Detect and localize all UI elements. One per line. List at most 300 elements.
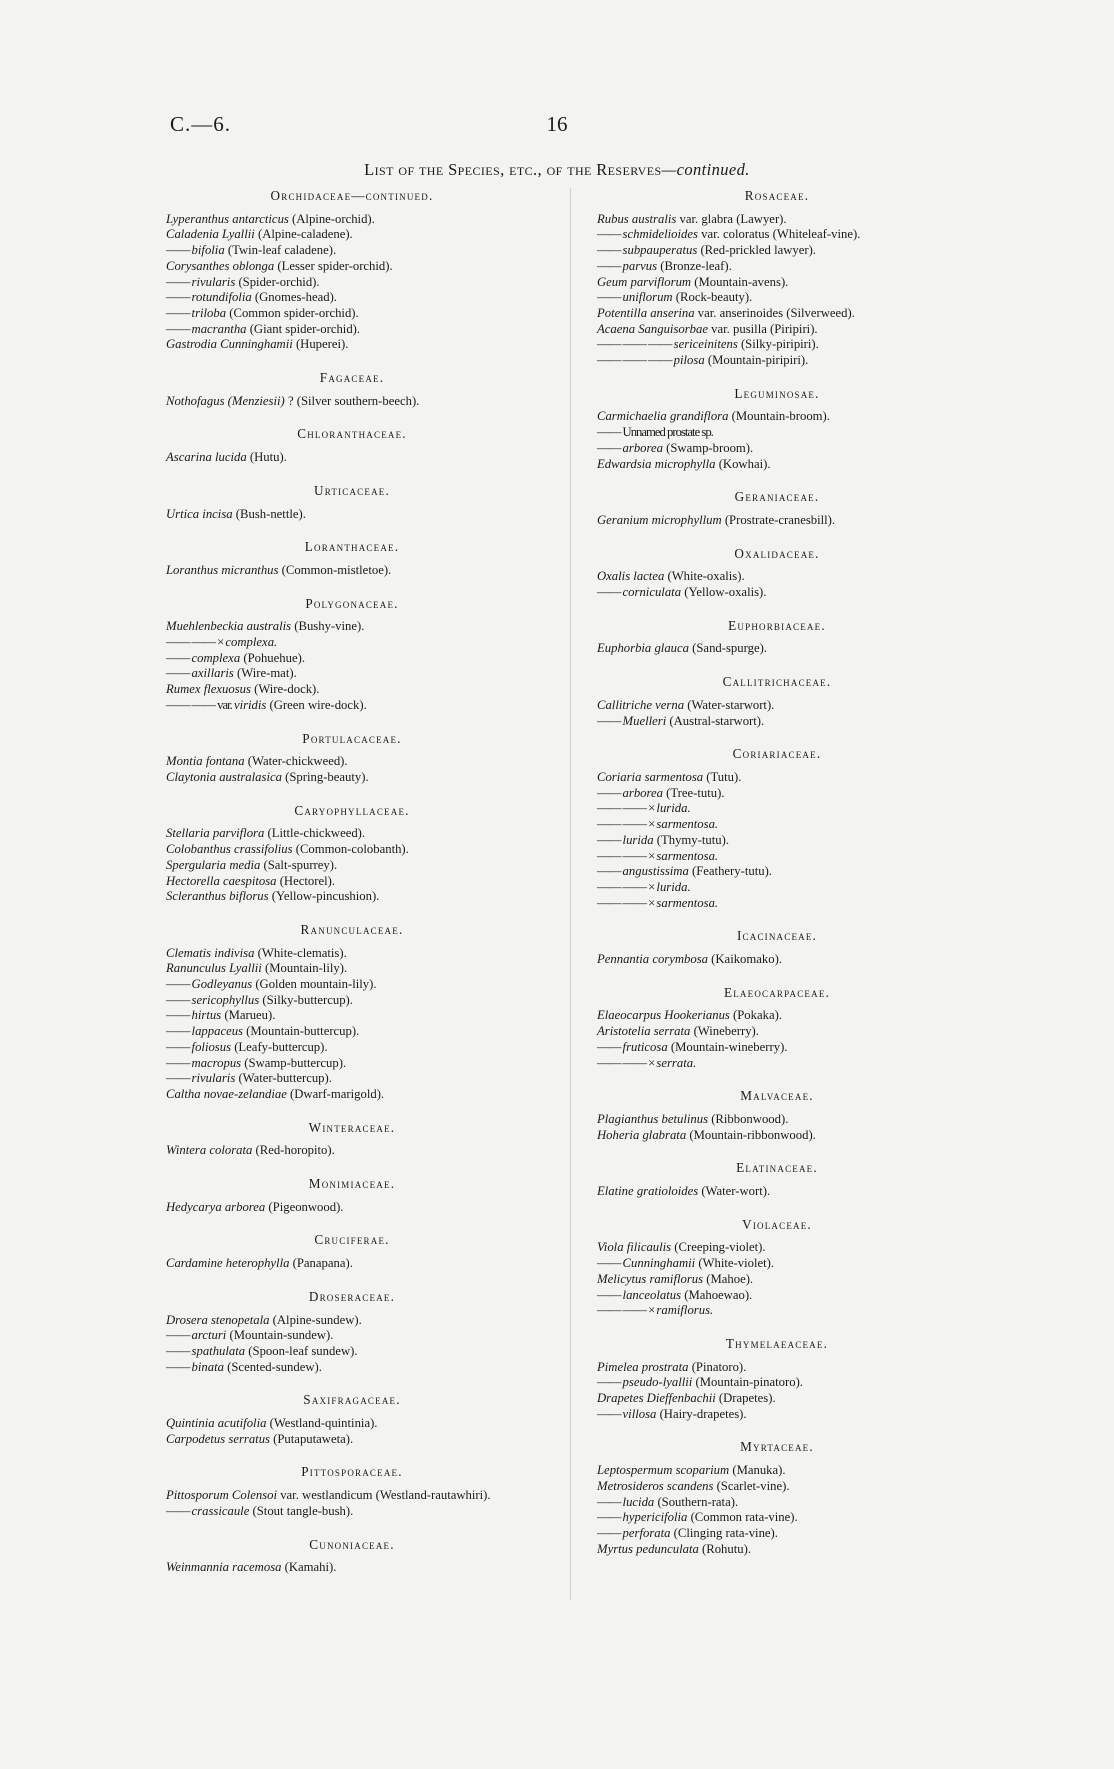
species-name: sarmentosa. [656, 817, 719, 832]
family-section [166, 922, 538, 1103]
family-heading: Elaeocarpaceae. [723, 984, 831, 1000]
species-entry [166, 243, 538, 259]
species-entry [166, 1200, 538, 1216]
common-name: (Mountain-ribbonwood). [686, 1127, 816, 1142]
common-name: (Bronze-leaf). [657, 258, 732, 273]
common-name: (Common rata-vine). [687, 1510, 798, 1525]
species-entry [597, 864, 957, 880]
family-section [166, 483, 538, 522]
entry-lead: —— —— × [597, 1303, 657, 1318]
entry-lead: —— —— × [597, 817, 657, 832]
species-entry [166, 1328, 538, 1344]
common-name: (Kamahi). [281, 1560, 337, 1575]
entry-lead: —— —— var. [166, 697, 234, 712]
common-name: (Water-buttercup). [235, 1071, 332, 1086]
entry-lead: —— [597, 585, 623, 600]
species-entry [597, 698, 957, 714]
species-entry [166, 874, 538, 890]
common-name: (Hectorel). [276, 873, 336, 888]
species-entry [597, 1056, 957, 1072]
species-entry [166, 290, 538, 306]
species-name: schmidelioides [622, 227, 698, 242]
common-name: (Scented-sundew). [223, 1359, 322, 1374]
species-name: Muehlenbeckia australis [166, 619, 292, 634]
species-name: pilosa [673, 353, 705, 368]
species-name: Drosera stenopetala [166, 1312, 270, 1327]
species-name: Montia fontana [166, 754, 245, 769]
species-name: Caltha novae-zelandiae [166, 1086, 287, 1101]
left-column [166, 188, 538, 1593]
species-name: Stellaria parviflora [166, 826, 265, 841]
common-name: (Mountain-sundew). [226, 1328, 334, 1343]
common-name: (Spring-beauty). [281, 769, 369, 784]
species-entry [597, 337, 957, 353]
species-name: Muelleri [622, 713, 667, 728]
common-name: (Kowhai). [715, 456, 771, 471]
species-name: Carmichaelia grandiflora [597, 409, 729, 424]
species-name: parvus [622, 258, 658, 273]
family-section [166, 803, 538, 905]
common-name: (Mahoewao). [681, 1287, 753, 1302]
species-name: Corysanthes oblonga [166, 258, 275, 273]
common-name: (White-oxalis). [664, 569, 745, 584]
species-name: complexa [191, 650, 241, 665]
entry-lead: —— [166, 305, 192, 320]
family-section [166, 188, 538, 353]
common-name: var. westlandicum (Westland-rautawhiri). [277, 1488, 491, 1503]
common-name: (Manuka). [729, 1463, 786, 1478]
entry-lead: —— [166, 290, 192, 305]
species-entry [597, 243, 957, 259]
common-name: (Giant spider-orchid). [246, 321, 361, 336]
family-section [597, 1160, 957, 1199]
common-name: (Kaikomako). [708, 952, 782, 967]
species-entry [166, 1432, 538, 1448]
entry-lead: —— [597, 1287, 623, 1302]
species-entry [166, 450, 538, 466]
common-name: (Creeping-violet). [671, 1240, 766, 1255]
entry-lead: —— [597, 713, 623, 728]
common-name: (Water-chickweed). [244, 754, 348, 769]
family-heading: Orchidaceae—continued. [270, 188, 434, 203]
document-code: C.—6. [170, 112, 232, 136]
species-name: Elaeocarpus Hookerianus [597, 1008, 730, 1023]
entry-lead: —— [597, 440, 623, 455]
species-name: crassicaule [191, 1503, 250, 1518]
species-name: Aristotelia serrata [597, 1024, 691, 1039]
common-name: (Lesser spider-orchid). [274, 258, 393, 273]
species-name: Hedycarya arborea [166, 1199, 266, 1214]
common-name: (Silky-buttercup). [259, 992, 353, 1007]
species-name: lurida [622, 832, 654, 847]
entry-lead: —— —— × [597, 895, 657, 910]
species-name: Carpodetus serratus [166, 1431, 270, 1446]
family-section [166, 731, 538, 786]
species-name: corniculata [622, 585, 682, 600]
family-section [166, 539, 538, 578]
species-entry [597, 290, 957, 306]
common-name: (Austral-starwort). [666, 713, 765, 728]
family-heading: Fagaceae. [319, 370, 385, 386]
family-heading: Urticaceae. [314, 482, 390, 498]
species-entry [597, 770, 957, 786]
species-entry [597, 1008, 957, 1024]
species-entry [166, 1504, 538, 1520]
family-heading: Monimiaceae. [308, 1176, 396, 1192]
common-name: (Water-starwort). [684, 697, 775, 712]
species-name: Potentilla anserina [597, 305, 695, 320]
species-name: Loranthus micranthus [166, 562, 279, 577]
species-entry [597, 425, 957, 441]
family-section [597, 1439, 957, 1557]
common-name: (Little-chickweed). [264, 826, 366, 841]
common-name: var. pusilla (Piripiri). [708, 321, 818, 336]
common-name: (Leafy-buttercup). [231, 1039, 328, 1054]
species-entry [166, 337, 538, 353]
page-number: 16 [546, 112, 568, 136]
common-name: (Mountain-lily). [261, 961, 348, 976]
species-name: Viola filicaulis [597, 1240, 672, 1255]
species-name: Geum parviflorum [597, 274, 692, 289]
species-entry [597, 880, 957, 896]
species-name: Coriaria sarmentosa [597, 769, 704, 784]
species-entry [166, 1040, 538, 1056]
common-name: (Common spider-orchid). [226, 305, 359, 320]
species-name: Leptospermum scoparium [597, 1463, 730, 1478]
species-name: Edwardsia microphylla [597, 456, 716, 471]
species-name: binata [191, 1359, 224, 1374]
common-name: (Southern-rata). [654, 1494, 739, 1509]
species-entry [597, 457, 957, 473]
family-section [166, 1232, 538, 1271]
species-name: spathulata [191, 1343, 246, 1358]
page-title-suffix: —continued. [661, 160, 750, 179]
common-name: (Alpine-caladene). [254, 227, 353, 242]
entry-lead: —— [597, 832, 623, 847]
species-entry [597, 1256, 957, 1272]
species-name: perforata [622, 1526, 671, 1540]
entry-lead: —— [597, 243, 623, 258]
entry-lead: —— [166, 1328, 192, 1343]
common-name: (Twin-leaf caladene). [224, 243, 337, 258]
entry-lead: —— —— × [597, 801, 657, 816]
family-heading: Ranunculaceae. [300, 921, 404, 937]
species-name: foliosus [191, 1039, 232, 1054]
entry-lead: —— [597, 1526, 623, 1540]
species-name: Melicytus ramiflorus [597, 1271, 704, 1286]
entry-lead: —— [597, 227, 623, 242]
common-name: (Ribbonwood). [708, 1111, 789, 1126]
family-section [166, 1176, 538, 1215]
species-name: Lyperanthus antarcticus [166, 211, 289, 226]
family-section [597, 1217, 957, 1319]
common-name: (Sand-spurge). [688, 641, 767, 656]
species-name: Clematis indivisa [166, 945, 255, 960]
entry-lead: —— Unnamed prostate sp. [597, 425, 713, 440]
entry-lead: —— [166, 1343, 192, 1358]
common-name: (Mountain-broom). [728, 409, 830, 424]
species-name: bifolia [191, 243, 225, 258]
entry-lead: —— —— × [597, 879, 657, 894]
entry-lead: —— [166, 1071, 192, 1086]
family-section [166, 1537, 538, 1576]
common-name: (Spoon-leaf sundew). [245, 1343, 358, 1358]
species-name: Rumex flexuosus [166, 682, 251, 697]
entry-lead: —— [597, 1494, 623, 1509]
family-heading: Saxifragaceae. [303, 1392, 401, 1408]
species-name: rivularis [191, 1071, 236, 1086]
species-entry [166, 563, 538, 579]
family-section [166, 1120, 538, 1159]
common-name: (Marueu). [221, 1008, 276, 1023]
common-name: (Silky-piripiri). [737, 337, 819, 352]
species-entry [166, 946, 538, 962]
species-entry [597, 409, 957, 425]
common-name: (Wire-mat). [233, 666, 297, 681]
family-heading: Rosaceae. [744, 188, 810, 203]
common-name: (Bush-nettle). [232, 506, 306, 521]
common-name: (Red-prickled lawyer). [697, 243, 816, 258]
family-section [166, 1392, 538, 1447]
page-header [0, 112, 1114, 140]
entry-lead: —— [166, 1024, 192, 1039]
species-name: Urtica incisa [166, 506, 233, 521]
entry-lead: —— [597, 1406, 623, 1421]
species-entry [166, 993, 538, 1009]
species-entry [597, 1510, 957, 1526]
species-entry [597, 714, 957, 730]
common-name: (Rock-beauty). [672, 290, 753, 305]
species-entry [597, 259, 957, 275]
species-name: uniflorum [622, 290, 673, 305]
species-entry [597, 1272, 957, 1288]
species-entry [597, 1288, 957, 1304]
species-name: Pittosporum Colensoi [166, 1488, 278, 1503]
common-name: (Hairy-drapetes). [656, 1406, 747, 1421]
species-entry [166, 275, 538, 291]
family-heading: Euphorbiaceae. [728, 617, 826, 633]
species-name: Scleranthus biflorus [166, 889, 269, 904]
common-name: (Swamp-broom). [662, 440, 754, 455]
species-entry [597, 227, 957, 243]
common-name: (Tree-tutu). [662, 785, 725, 800]
entry-lead: —— —— —— [597, 353, 674, 368]
common-name: (Wineberry). [690, 1024, 759, 1039]
family-section [597, 1088, 957, 1143]
species-name: Metrosideros scandens [597, 1478, 714, 1493]
species-entry [166, 889, 538, 905]
species-entry [166, 1024, 538, 1040]
species-name: Euphorbia glauca [597, 641, 689, 656]
family-heading: Malvaceae. [740, 1088, 814, 1104]
entry-lead: —— [597, 1375, 623, 1390]
family-section [166, 1289, 538, 1376]
family-heading: Cruciferae. [314, 1232, 390, 1248]
species-name: Quintinia acutifolia [166, 1416, 267, 1431]
common-name: (Mountain-wineberry). [667, 1039, 788, 1054]
entry-lead: —— [166, 666, 192, 681]
common-name: (Yellow-pincushion). [268, 889, 380, 904]
species-name: rotundifolia [191, 290, 252, 305]
family-section [597, 985, 957, 1072]
family-section [597, 546, 957, 601]
species-name: Rubus australis [597, 211, 677, 226]
species-entry [597, 1128, 957, 1144]
species-entry [597, 353, 957, 369]
column-divider [570, 188, 571, 1600]
family-section [597, 188, 957, 369]
entry-lead: —— [597, 1256, 623, 1271]
species-name: subpauperatus [622, 243, 698, 258]
family-heading: Geraniaceae. [734, 489, 820, 505]
species-name: arcturi [191, 1328, 227, 1343]
common-name: (Salt-spurrey). [260, 857, 338, 872]
species-name: hypericifolia [622, 1510, 688, 1525]
entry-lead: —— [166, 243, 192, 258]
species-name: lurida. [656, 879, 691, 894]
species-name: hirtus [191, 1008, 222, 1023]
species-entry [597, 833, 957, 849]
species-name: lappaceus [191, 1024, 243, 1039]
entry-lead: —— [166, 1503, 192, 1518]
common-name: var. anserinoides (Silverweed). [694, 305, 855, 320]
common-name: (Spider-orchid). [235, 274, 320, 289]
species-name: lanceolatus [622, 1287, 682, 1302]
entry-lead: —— [597, 1510, 623, 1525]
species-entry [597, 1240, 957, 1256]
page-title-main: List of the Species, etc., of the Reserves [364, 160, 662, 179]
entry-lead: —— [166, 321, 192, 336]
family-heading: Pittosporaceae. [301, 1464, 403, 1480]
species-entry [166, 754, 538, 770]
family-heading: Thymelaeaceae. [725, 1335, 829, 1351]
entry-lead: —— [597, 785, 623, 800]
species-entry [597, 585, 957, 601]
entry-lead: —— —— —— [597, 337, 674, 352]
species-name: Godleyanus [191, 977, 253, 992]
species-entry [597, 801, 957, 817]
common-name: (Pinatoro). [688, 1359, 747, 1374]
common-name: (Huperei). [292, 337, 349, 352]
common-name: (Rohutu). [698, 1541, 752, 1556]
species-entry [166, 1416, 538, 1432]
species-name: arborea [622, 785, 663, 800]
species-name: Cunninghamii [622, 1256, 696, 1271]
species-entry [166, 1143, 538, 1159]
common-name: (Putaputaweta). [269, 1431, 354, 1446]
family-heading: Loranthaceae. [304, 539, 400, 555]
species-entry [166, 858, 538, 874]
species-entry [597, 952, 957, 968]
entry-lead: —— [597, 258, 623, 273]
species-name: Myrtus pedunculata [597, 1541, 699, 1556]
species-entry [597, 1463, 957, 1479]
common-name: (Scarlet-vine). [713, 1478, 790, 1493]
common-name: (Mountain-avens). [691, 274, 789, 289]
entry-lead: —— [166, 650, 192, 665]
common-name: (Drapetes). [715, 1391, 776, 1406]
family-heading: Chloranthaceae. [297, 426, 407, 442]
family-section [597, 746, 957, 911]
species-entry [597, 1184, 957, 1200]
species-entry [166, 306, 538, 322]
family-heading: Droseraceae. [308, 1288, 396, 1304]
common-name: (Bushy-vine). [291, 619, 365, 634]
entry-lead: —— [597, 864, 623, 879]
species-name: Oxalis lactea [597, 569, 665, 584]
species-entry [166, 1360, 538, 1376]
species-entry [597, 1303, 957, 1319]
entry-lead: —— [166, 274, 192, 289]
species-entry [597, 896, 957, 912]
species-entry [166, 682, 538, 698]
species-name: Ascarina lucida [166, 450, 247, 465]
species-name: axillaris [191, 666, 234, 681]
family-section [166, 370, 538, 409]
common-name: (Common-mistletoe). [278, 562, 392, 577]
species-entry [166, 1560, 538, 1576]
family-heading: Oxalidaceae. [734, 545, 820, 561]
species-entry [166, 507, 538, 523]
family-section [597, 674, 957, 729]
species-entry [597, 275, 957, 291]
species-name: Geranium microphyllum [597, 512, 722, 527]
species-name: Hoheria glabrata [597, 1127, 687, 1142]
family-heading: Elatinaceae. [736, 1160, 818, 1176]
species-name: Callitriche verna [597, 697, 685, 712]
species-name: Drapetes Dieffenbachii [597, 1391, 716, 1406]
species-name: Acaena Sanguisorbae [597, 321, 708, 336]
family-section [166, 1464, 538, 1519]
common-name: (Green wire-dock). [266, 697, 367, 712]
entry-lead: —— —— × [166, 635, 226, 650]
common-name: (Stout tangle-bush). [249, 1503, 354, 1518]
species-name: pseudo-lyallii [622, 1375, 693, 1390]
common-name: (Mountain-buttercup). [243, 1024, 360, 1039]
family-section [597, 1336, 957, 1423]
common-name: (Mountain-pinatoro). [692, 1375, 803, 1390]
species-entry [597, 441, 957, 457]
entry-lead: —— [597, 290, 623, 305]
species-entry [166, 977, 538, 993]
species-entry [166, 635, 538, 651]
species-entry [597, 1024, 957, 1040]
species-name: arborea [622, 440, 663, 455]
common-name: (Swamp-buttercup). [241, 1055, 347, 1070]
species-entry [597, 513, 957, 529]
family-heading: Callitrichaceae. [722, 674, 832, 690]
species-entry [166, 961, 538, 977]
common-name: (Golden mountain-lily). [252, 977, 377, 992]
common-name: (Mountain-piripiri). [704, 353, 809, 368]
species-entry [597, 1542, 957, 1558]
species-entry [166, 1008, 538, 1024]
common-name: (Prostrate-cranesbill). [721, 512, 836, 527]
family-heading: Caryophyllaceae. [294, 802, 410, 818]
species-entry [166, 1344, 538, 1360]
common-name: (Alpine-orchid). [288, 211, 375, 226]
species-name: ramiflorus. [656, 1303, 714, 1318]
common-name: (Feathery-tutu). [688, 864, 772, 879]
species-name: complexa. [225, 635, 278, 650]
species-entry [597, 641, 957, 657]
common-name: var. glabra (Lawyer). [676, 211, 787, 226]
species-entry [166, 842, 538, 858]
entry-lead: —— [166, 1008, 192, 1023]
species-entry [166, 1313, 538, 1329]
species-name: triloba [191, 305, 227, 320]
right-column [597, 188, 957, 1574]
